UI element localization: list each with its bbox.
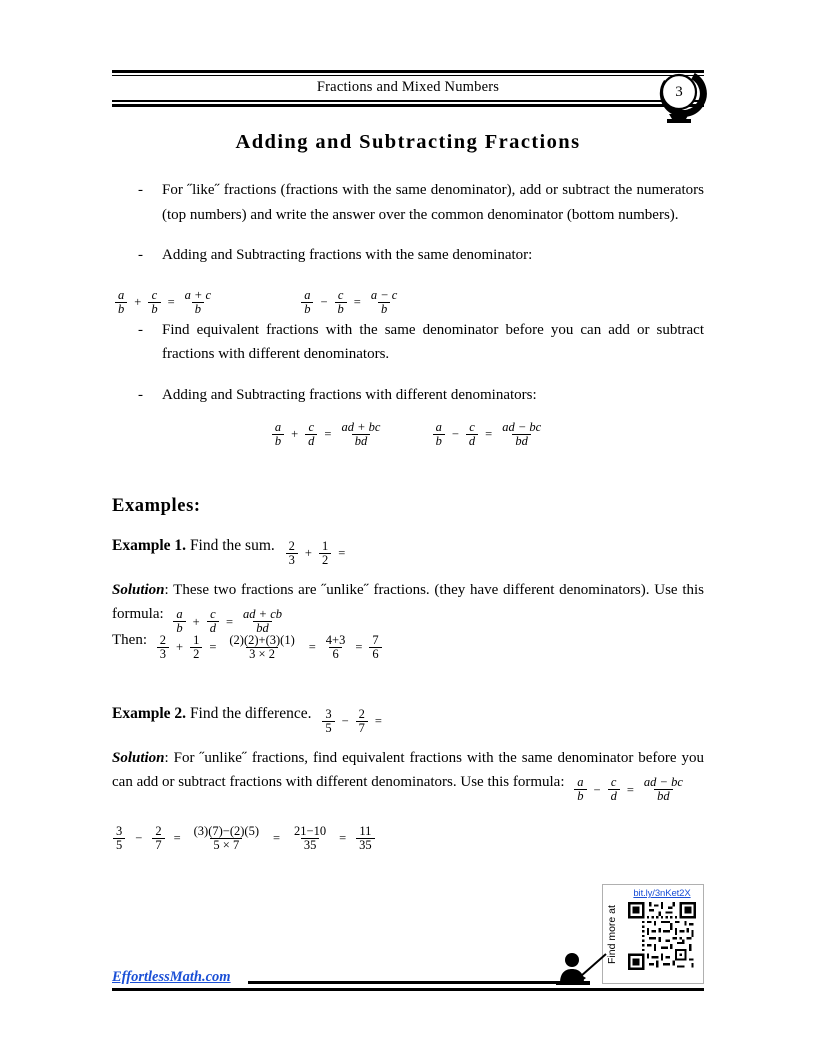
bullet-text: Adding and Subtracting fractions with the same denominator: [162, 247, 533, 263]
equals-sign: = [353, 295, 361, 309]
examples-heading: Examples: [112, 496, 201, 516]
example1-then-line [112, 632, 385, 661]
fraction-denominator: 3 [157, 647, 169, 661]
operator: − [451, 427, 459, 441]
fraction [608, 776, 620, 803]
fraction-numerator: 2 [159, 633, 166, 647]
fraction [272, 421, 284, 448]
fraction-denominator: bd [352, 434, 371, 448]
fraction-result [641, 776, 686, 803]
example2-prompt: Find the difference. [189, 705, 312, 722]
example1-calculation [154, 634, 385, 661]
fraction [433, 421, 445, 448]
solution-label: Solution [112, 750, 165, 766]
qr-vertical-label: Find more at [606, 905, 618, 965]
example2-solution [112, 746, 704, 803]
fraction-denominator: b [335, 302, 347, 316]
bullet-marker: - [138, 182, 143, 198]
fraction-numerator: a − c [370, 288, 398, 302]
example1-label: Example 1. [112, 537, 187, 554]
equals-sign: = [324, 427, 332, 441]
fraction-denominator: b [574, 789, 586, 803]
fraction-numerator: 1 [193, 633, 200, 647]
fraction-denominator: b [148, 302, 160, 316]
fraction-numerator: (2)(2)+(3)(1) [229, 633, 295, 647]
header-rule-bottom-thin [112, 100, 704, 101]
fraction-result [240, 608, 285, 635]
equals-sign: = [173, 831, 181, 845]
formula-different-denominator-add [269, 421, 387, 448]
then-label: Then: [112, 632, 147, 648]
fraction-numerator: a [274, 420, 282, 434]
fraction-numerator: a + c [184, 288, 212, 302]
fraction [115, 289, 127, 316]
globe-page-badge-icon [655, 68, 707, 126]
fraction-denominator: 5 [322, 721, 334, 735]
fraction-result [369, 634, 381, 661]
page-header [112, 70, 704, 107]
fraction-numerator: 2 [358, 707, 365, 721]
fraction-denominator: 6 [329, 647, 341, 661]
equals-sign: = [355, 640, 363, 654]
equals-sign: = [338, 546, 346, 560]
example2-calculation [110, 824, 378, 852]
fraction-denominator: b [301, 302, 313, 316]
qr-code-icon [628, 902, 696, 975]
fraction-result [182, 289, 214, 316]
qr-link[interactable]: bit.ly/3nKet2X [633, 888, 691, 899]
fraction [207, 608, 219, 635]
fraction-numerator: ad − bc [643, 775, 683, 789]
fraction [466, 421, 478, 448]
fraction-numerator: 21−10 [294, 824, 327, 838]
fraction [356, 708, 368, 735]
equals-sign: = [209, 640, 217, 654]
fraction [301, 289, 313, 316]
fraction [291, 825, 329, 852]
formula-same-denominator-add [112, 289, 217, 316]
fraction-numerator: 3 [116, 824, 123, 838]
fraction [173, 608, 185, 635]
example1-prompt: Find the sum. [189, 537, 275, 554]
fraction-denominator: d [207, 621, 219, 635]
example2-problem [319, 708, 386, 735]
operator: + [176, 640, 184, 654]
fraction [191, 825, 262, 852]
fraction-denominator: 3 [286, 553, 298, 567]
solution-label: Solution [112, 582, 165, 598]
example2-label: Example 2. [112, 705, 187, 722]
fraction-result [368, 289, 400, 316]
formula-same-denominator [112, 288, 403, 316]
fraction-numerator: c [469, 420, 475, 434]
solution-colon: : [164, 750, 169, 766]
fraction-denominator: bd [654, 789, 673, 803]
example2-prompt-line [112, 705, 386, 735]
fraction [305, 421, 317, 448]
fraction-result [356, 825, 375, 852]
fraction [152, 825, 164, 852]
footer-site-link[interactable]: EffortlessMath.com [112, 969, 231, 985]
footer-rule-short [248, 981, 566, 984]
fraction-numerator: a [118, 288, 125, 302]
qr-promo-box[interactable] [602, 884, 704, 984]
fraction-numerator: 11 [359, 824, 372, 838]
running-title: Fractions and Mixed Numbers [316, 79, 500, 96]
fraction [319, 540, 331, 567]
list-item [112, 383, 704, 408]
fraction-result [338, 421, 383, 448]
equals-sign: = [272, 831, 281, 845]
fraction-numerator: 2 [155, 824, 162, 838]
fraction-numerator: 2 [288, 539, 295, 553]
fraction [323, 634, 349, 661]
page-number: 3 [675, 83, 683, 100]
fraction-denominator: b [115, 302, 127, 316]
fraction-denominator: 7 [152, 838, 164, 852]
fraction-denominator: 2 [319, 553, 331, 567]
example1-solution-formula [170, 608, 288, 635]
fraction-numerator: c [610, 775, 617, 789]
equals-sign: = [374, 714, 382, 728]
equals-sign: = [339, 831, 347, 845]
fraction-denominator: b [173, 621, 185, 635]
fraction-numerator: 3 [325, 707, 332, 721]
fraction [157, 634, 169, 661]
solution-text: For ˝unlike˝ fractions, find equivalent fractions with the same denominator before you can add or subtract fractions with different denominators. Use this formula: [112, 750, 704, 790]
equals-sign: = [626, 782, 634, 797]
fraction-denominator: b [433, 434, 445, 448]
fraction-denominator: bd [512, 434, 531, 448]
fraction [322, 708, 334, 735]
fraction-denominator: bd [253, 621, 272, 635]
equals-sign: = [485, 427, 493, 441]
fraction-denominator: b [192, 302, 204, 316]
fraction-numerator: 7 [372, 633, 379, 647]
fraction-numerator: a [435, 420, 442, 434]
page-title: Adding and Subtracting Fractions [235, 131, 581, 153]
fraction [335, 289, 347, 316]
example2-solution-formula [571, 776, 689, 803]
fraction-numerator: a [304, 288, 311, 302]
equals-sign: = [308, 640, 316, 654]
fraction-numerator: (3)(7)−(2)(5) [193, 824, 259, 838]
bullet-marker: - [138, 386, 143, 403]
fraction-numerator: a [577, 775, 584, 789]
fraction-denominator: b [272, 434, 284, 448]
operator: + [192, 614, 200, 629]
bullet-marker: - [138, 321, 143, 338]
equals-sign: = [225, 614, 234, 629]
fraction [190, 634, 202, 661]
fraction-numerator: c [308, 420, 315, 434]
list-item [112, 178, 704, 227]
solution-text: These two fractions are ˝unlike˝ fractions. (they have different denominators). Use this formula: [112, 582, 704, 622]
example1-prompt-line [112, 537, 349, 567]
fraction-denominator: 2 [190, 647, 202, 661]
bullet-text: Adding and Subtracting fractions with different denominators: [162, 386, 537, 403]
fraction-numerator: 1 [321, 539, 329, 553]
fraction-denominator: 5 [113, 838, 125, 852]
fraction-denominator: d [466, 434, 478, 448]
fraction-denominator: b [378, 302, 390, 316]
solution-colon: : [164, 582, 169, 598]
fraction-denominator: d [305, 434, 317, 448]
formula-same-denominator-subtract [298, 289, 403, 316]
header-rule-top-thick [112, 70, 704, 73]
fraction-numerator: c [337, 288, 344, 302]
fraction-denominator: 6 [369, 647, 381, 661]
fraction [148, 289, 160, 316]
fraction-denominator: 7 [356, 721, 368, 735]
fraction [286, 540, 298, 567]
fraction-numerator: a [176, 607, 183, 621]
footer-rule-long [112, 988, 704, 991]
fraction [226, 634, 297, 661]
formula-different-denominator-subtract [430, 421, 548, 448]
operator: − [593, 782, 601, 797]
header-rule-bottom-thick [112, 104, 704, 107]
fraction-numerator: ad − bc [502, 420, 542, 434]
fraction-numerator: 4+3 [325, 633, 346, 647]
fraction-numerator: ad + bc [341, 420, 381, 434]
list-item [112, 243, 704, 268]
equals-sign: = [167, 295, 175, 309]
fraction-result [499, 421, 544, 448]
fraction [574, 776, 586, 803]
qr-content [621, 885, 703, 983]
bullet-text: Find equivalent fractions with the same denominator before you can add or subtract fractions with different denominators. [162, 321, 704, 362]
formula-different-denominator [0, 420, 816, 448]
fraction-numerator: c [151, 288, 158, 302]
fraction-denominator: 3 × 2 [246, 647, 278, 661]
example1-problem [283, 540, 350, 567]
fraction-denominator: d [608, 789, 620, 803]
fraction-numerator: ad + cb [243, 607, 283, 621]
list-item [112, 318, 704, 367]
operator: − [341, 714, 349, 728]
operator: + [134, 295, 142, 309]
operator: − [135, 831, 143, 845]
fraction-numerator: c [210, 607, 216, 621]
example1-solution [112, 578, 704, 635]
fraction-denominator: 35 [301, 838, 320, 852]
operator: + [291, 427, 299, 441]
operator: − [320, 295, 328, 309]
bullet-text: For ˝like˝ fractions (fractions with the same denominator), add or subtract the numerators (top numbers) and write the answer over the common denominator (bottom numbers). [162, 182, 704, 223]
bullet-marker: - [138, 247, 143, 263]
fraction-denominator: 35 [356, 838, 375, 852]
fraction [113, 825, 125, 852]
fraction-denominator: 5 × 7 [210, 838, 242, 852]
operator: + [304, 546, 312, 560]
